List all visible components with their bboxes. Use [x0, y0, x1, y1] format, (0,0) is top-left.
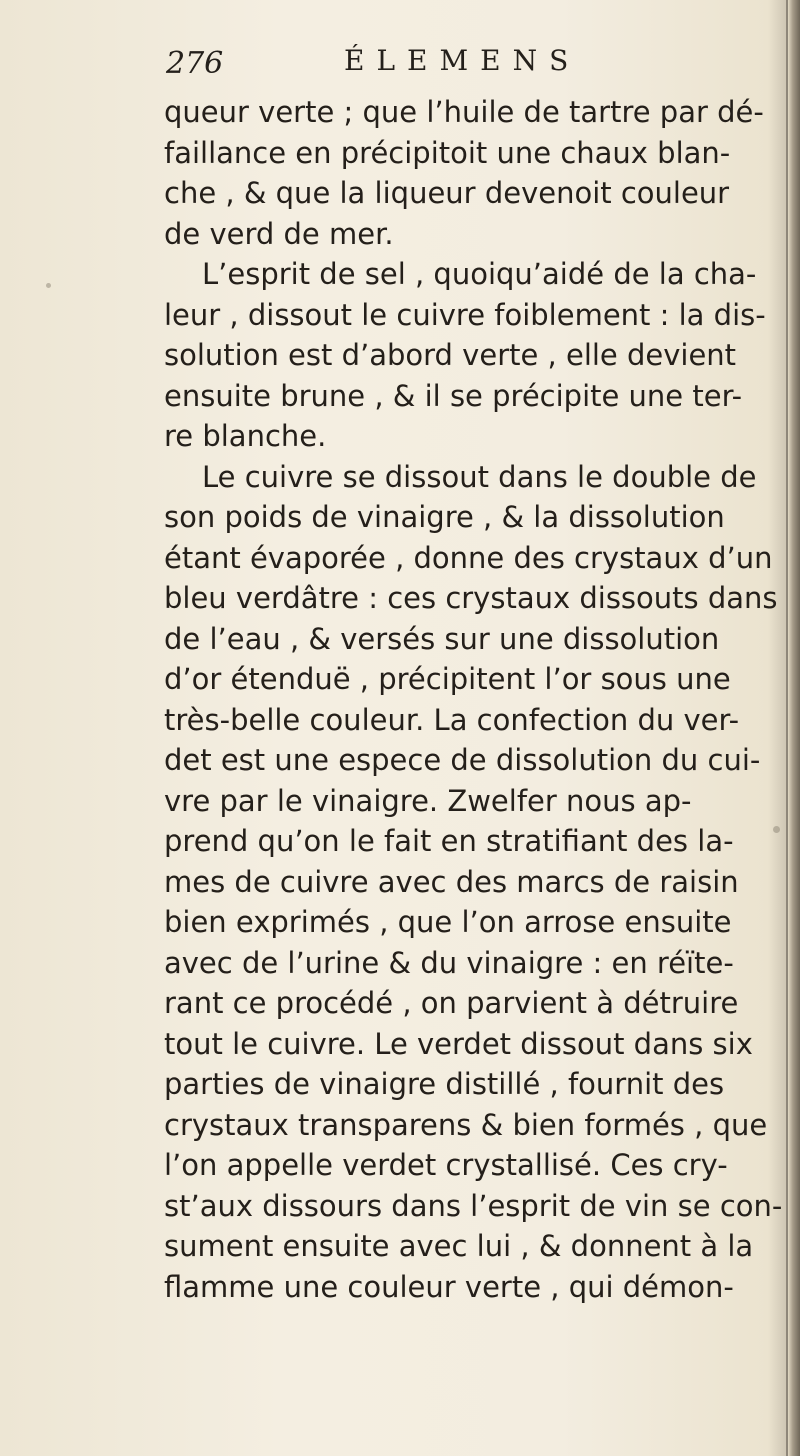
paper-stain [773, 826, 780, 833]
text-line: st’aux dissours dans l’esprit de vin se con- [164, 1188, 783, 1223]
text-line: queur verte ; que l’huile de tartre par dé- [164, 95, 764, 129]
running-title: ÉLEMENS [344, 44, 581, 77]
text-line: vre par le vinaigre. Zwelfer nous ap- [164, 783, 692, 818]
text-line: prend qu’on le fait en stratifiant des la- [164, 824, 734, 858]
page-header [166, 40, 586, 86]
text-line: che , & que la liqueur devenoit couleur [164, 176, 730, 210]
text-line: très-belle couleur. La confection du ver- [164, 702, 740, 737]
paper-stain [46, 283, 51, 288]
text-line: son poids de vinaigre , & la dissolution [164, 500, 725, 534]
text-line: tout le cuivre. Le verdet dissout dans six [164, 1026, 753, 1061]
text-line: mes de cuivre avec des marcs de raisin [164, 864, 739, 899]
text-line: solution est d’abord verte , elle devient [164, 338, 737, 372]
text-line: de l’eau , & versés sur une dissolution [164, 621, 720, 656]
text-line: de verd de mer. [164, 216, 394, 251]
text-line: faillance en précipitoit une chaux blan- [164, 135, 731, 170]
text-line: ensuite brune , & il se précipite une ter- [164, 378, 743, 413]
text-line: parties de vinaigre distillé , fournit des [164, 1067, 725, 1101]
text-line: avec de l’urine & du vinaigre : en réïte- [164, 945, 734, 980]
text-line: det est une espece de dissolution du cui- [164, 743, 761, 777]
text-line: étant évaporée , donne des crystaux d’un [164, 540, 773, 575]
text-line: d’or étenduë , précipitent l’or sous une [164, 662, 731, 696]
text-line: bien exprimés , que l’on arrose ensuite [164, 905, 732, 939]
text-line: bleu verdâtre : ces crystaux dissouts dans [164, 581, 778, 615]
page-number: 276 [166, 46, 224, 81]
text-line: leur , dissout le cuivre foiblement : la dis- [164, 297, 766, 332]
text-line: flamme une couleur verte , qui démon- [164, 1269, 734, 1304]
text-line: L’esprit de sel , quoiqu’aidé de la cha- [202, 257, 757, 291]
text-line: l’on appelle verdet crystallisé. Ces cry- [164, 1148, 728, 1182]
text-line: crystaux transparens & bien formés , que [164, 1107, 768, 1142]
text-line: rant ce procédé , on parvient à détruire [164, 986, 739, 1020]
text-line: sument ensuite avec lui , & donnent à la [164, 1229, 754, 1263]
text-line: re blanche. [164, 419, 327, 453]
body-text [164, 92, 792, 1307]
text-line: Le cuivre se dissout dans le double de [202, 459, 757, 494]
